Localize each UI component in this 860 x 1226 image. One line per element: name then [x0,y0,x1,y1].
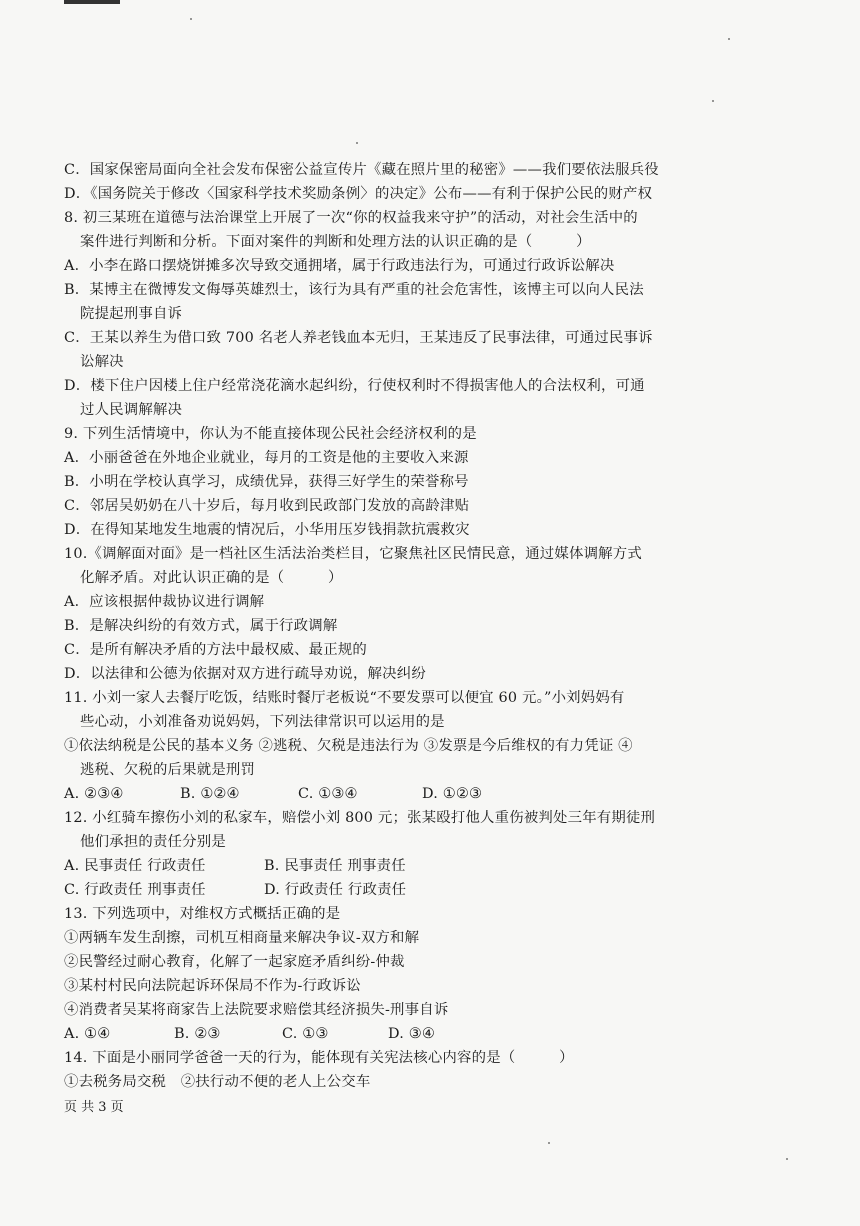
option-13d: D. ③④ [388,1026,435,1042]
option-8b-cont: 院提起刑事自诉 [80,306,183,322]
option-11a: A. ②③④ [64,786,124,802]
question-14-items: ①去税务局交税 ②扶行动不便的老人上公交车 [64,1074,371,1090]
option-13a: A. ①④ [64,1026,111,1042]
scan-speck [786,1158,788,1160]
question-12: 12. 小红骑车擦伤小刘的私家车，赔偿小刘 800 元；张某殴打他人重伤被判处三年有期徒刑 [64,810,656,826]
question-8-cont: 案件进行判断和分析。下面对案件的判断和处理方法的认识正确的是（ ） [80,234,591,250]
option-8b: B．某博主在微博发文侮辱英雄烈士，该行为具有严重的社会危害性，该博主可以向人民法 [64,282,644,298]
option-7d: D．《国务院关于修改〈国家科学技术奖励条例〉的决定》公布——有利于保护公民的财产权 [64,186,653,202]
question-13-item2: ②民警经过耐心教育，化解了一起家庭矛盾纠纷-仲裁 [64,954,405,970]
scan-speck [356,142,358,144]
scan-speck [190,18,192,20]
question-9: 9. 下列生活情境中，你认为不能直接体现公民社会经济权利的是 [64,426,477,442]
question-11-cont: 些心动，小刘准备劝说妈妈，下列法律常识可以运用的是 [80,714,445,730]
page-footer: 页 共 3 页 [64,1100,124,1115]
option-9d: D．在得知某地发生地震的情况后，小华用压岁钱捐款抗震救灾 [64,522,470,538]
question-13-options [64,1024,435,1044]
option-13c: C. ①③ [282,1026,329,1042]
option-12a: A. 民事责任 行政责任 [64,858,206,874]
option-13b: B. ②③ [174,1026,221,1042]
question-11-items-cont: 逃税、欠税的后果就是刑罚 [80,762,256,778]
scan-speck [548,1142,550,1144]
question-13-item3: ③某村村民向法院起诉环保局不作为-行政诉讼 [64,978,361,994]
question-12-options-row2 [64,880,406,900]
option-8c-cont: 讼解决 [80,354,124,370]
option-10a: A．应该根据仲裁协议进行调解 [64,594,265,610]
option-8c: C．王某以养生为借口致 700 名老人养老钱血本无归，王某违反了民事法律，可通过民事诉 [64,330,653,346]
question-13: 13. 下列选项中，对维权方式概括正确的是 [64,906,341,922]
question-8: 8. 初三某班在道德与法治课堂上开展了一次“你的权益我来守护”的活动，对社会生活中的 [64,210,638,226]
question-10: 10.《调解面对面》是一档社区生活法治类栏目，它聚焦社区民情民意，通过媒体调解方式 [64,546,642,562]
option-10c: C．是所有解决矛盾的方法中最权威、最正规的 [64,642,368,658]
question-11-items: ①依法纳税是公民的基本义务 ②逃税、欠税是违法行为 ③发票是今后维权的有力凭证 ④ [64,738,633,754]
question-12-cont: 他们承担的责任分别是 [80,834,226,850]
question-14: 14. 下面是小丽同学爸爸一天的行为，能体现有关宪法核心内容的是（ ） [64,1050,574,1066]
question-12-options-row1 [64,856,406,876]
option-11d: D. ①②③ [422,786,483,802]
top-edge-mark [64,0,120,4]
option-10d: D．以法律和公德为依据对双方进行疏导劝说，解决纠纷 [64,666,426,682]
question-11-options [64,784,482,804]
option-12d: D. 行政责任 行政责任 [264,882,407,898]
option-9b: B．小明在学校认真学习，成绩优异，获得三好学生的荣誉称号 [64,474,469,490]
option-9c: C．邻居吴奶奶在八十岁后，每月收到民政部门发放的高龄津贴 [64,498,470,514]
option-10b: B．是解决纠纷的有效方式，属于行政调解 [64,618,338,634]
question-13-item1: ①两辆车发生刮擦，司机互相商量来解决争议-双方和解 [64,930,420,946]
option-9a: A．小丽爸爸在外地企业就业，每月的工资是他的主要收入来源 [64,450,469,466]
option-8d: D．楼下住户因楼上住户经常浇花滴水起纠纷，行使权利时不得损害他人的合法权利，可通 [64,378,645,394]
option-12c: C. 行政责任 刑事责任 [64,882,206,898]
scan-speck [728,38,730,40]
option-11b: B. ①②④ [180,786,240,802]
option-7c: C．国家保密局面向全社会发布保密公益宣传片《藏在照片里的秘密》——我们要依法服兵役 [64,162,659,178]
question-13-item4: ④消费者吴某将商家告上法院要求赔偿其经济损失-刑事自诉 [64,1002,449,1018]
question-11: 11. 小刘一家人去餐厅吃饭，结账时餐厅老板说“不要发票可以便宜 60 元。”小刘妈妈有 [64,690,625,706]
question-10-cont: 化解矛盾。对此认识正确的是（ ） [80,570,343,586]
option-12b: B. 民事责任 刑事责任 [264,858,406,874]
scan-speck [712,100,714,102]
option-8d-cont: 过人民调解解决 [80,402,183,418]
option-11c: C. ①③④ [298,786,358,802]
option-8a: A．小李在路口摆烧饼摊多次导致交通拥堵，属于行政违法行为，可通过行政诉讼解决 [64,258,615,274]
